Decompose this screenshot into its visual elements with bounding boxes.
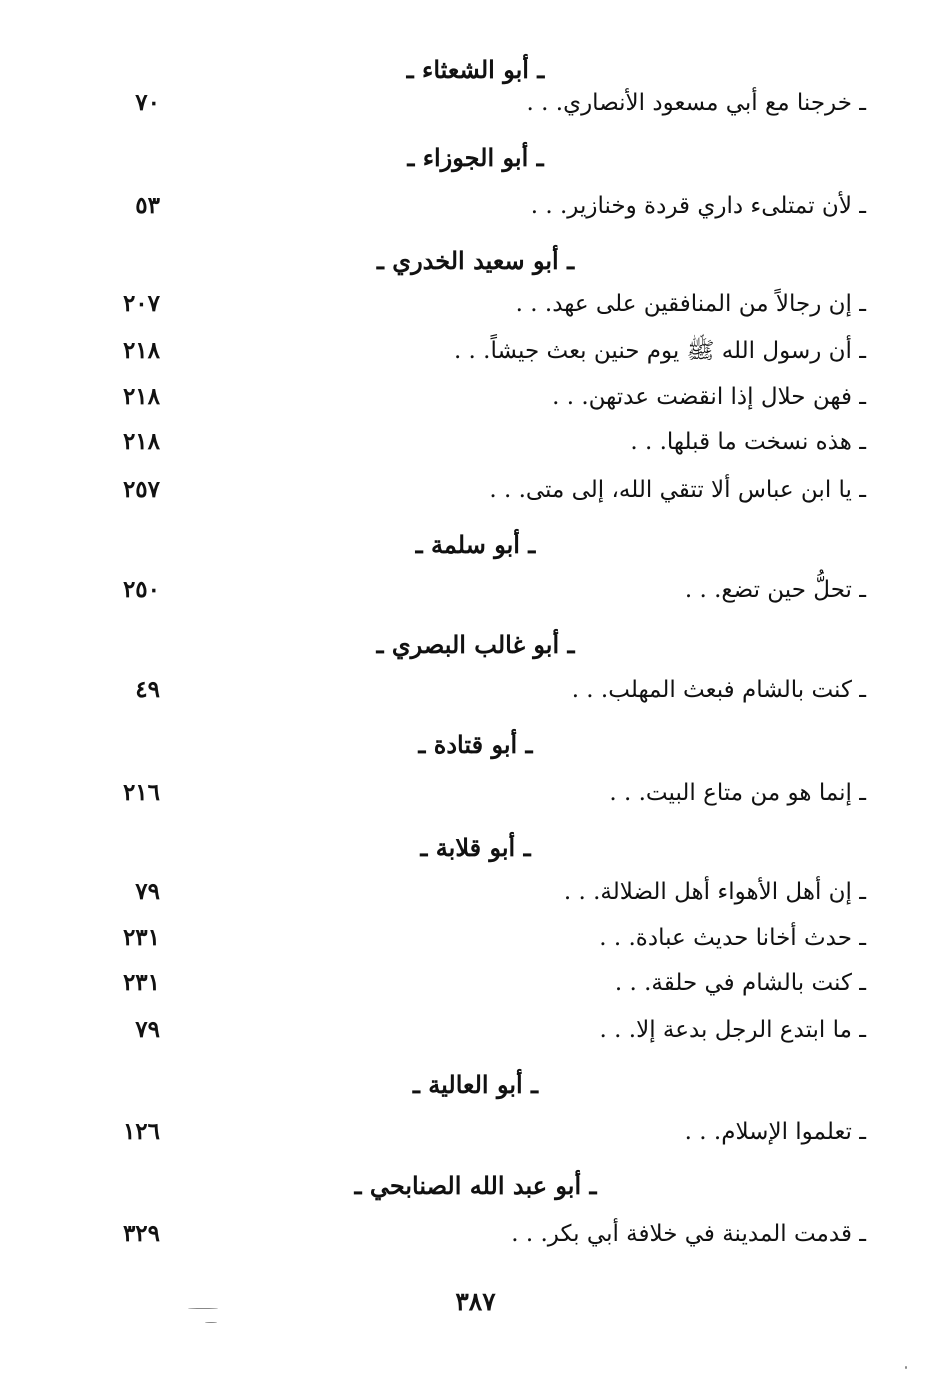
entry-page-number: ٥٣ <box>135 192 160 219</box>
index-entry <box>0 918 951 958</box>
section-heading: ـ أبو سعيد الخدري ـ <box>376 246 575 275</box>
scan-speck <box>905 1366 907 1369</box>
entry-page-number: ٢١٨ <box>122 383 160 410</box>
entry-page-number: ٢٣١ <box>122 969 160 996</box>
entry-page-number: ٢١٨ <box>122 337 160 364</box>
entry-text: ـ خرجنا مع أبي مسعود الأنصاري. . . <box>526 90 866 116</box>
index-entry <box>0 1214 951 1254</box>
entry-text: ـ لأن تمتلىء داري قردة وخنازير. . . <box>530 193 866 219</box>
entry-page-number: ١٢٦ <box>122 1118 160 1145</box>
entry-text: ـ تعلموا الإسلام. . . <box>684 1119 866 1145</box>
index-entry <box>0 422 951 462</box>
entry-text: ـ قدمت المدينة في خلافة أبي بكر. . . <box>511 1221 866 1247</box>
index-entry <box>0 83 951 123</box>
index-entry <box>0 377 951 417</box>
entry-page-number: ٤٩ <box>135 676 160 703</box>
entry-page-number: ٢١٨ <box>122 428 160 455</box>
scan-speck <box>205 1322 217 1323</box>
index-entry <box>0 872 951 912</box>
entry-page-number: ٣٢٩ <box>122 1220 160 1247</box>
index-entry <box>0 1010 951 1050</box>
entry-page-number: ٧٩ <box>135 878 160 905</box>
section-heading: ـ أبو قتادة ـ <box>418 730 533 759</box>
index-entry <box>0 470 951 510</box>
entry-text: ـ حدث أخانا حديث عبادة. . . <box>599 925 866 951</box>
entry-text: ـ فهن حلال إذا انقضت عدتهن. . . <box>552 384 866 410</box>
entry-page-number: ٢١٦ <box>122 779 160 806</box>
section-heading: ـ أبو الشعثاء ـ <box>406 55 545 84</box>
section-heading: ـ أبو قلابة ـ <box>420 833 531 862</box>
index-entry <box>0 284 951 324</box>
entry-text: ـ هذه نسخت ما قبلها. . . <box>630 429 866 455</box>
entry-page-number: ٧٩ <box>135 1016 160 1043</box>
entry-text: ـ يا ابن عباس ألا تتقي الله، إلى متى. . . <box>489 477 866 503</box>
page-number: ٣٨٧ <box>455 1287 496 1316</box>
section-heading: ـ أبو سلمة ـ <box>415 530 536 559</box>
section-heading: ـ أبو عبد الله الصنابحي ـ <box>354 1171 597 1200</box>
index-entry <box>0 670 951 710</box>
index-entry <box>0 570 951 610</box>
scan-speck <box>188 1308 218 1309</box>
index-entry <box>0 331 951 371</box>
section-heading: ـ أبو الجوزاء ـ <box>407 143 544 172</box>
entry-text: ـ ما ابتدع الرجل بدعة إلا. . . <box>599 1017 866 1043</box>
index-entry <box>0 963 951 1003</box>
section-heading: ـ أبو العالية ـ <box>412 1070 539 1099</box>
section-heading: ـ أبو غالب البصري ـ <box>376 630 575 659</box>
entry-text: ـ كنت بالشام فبعث المهلب. . . <box>571 677 866 703</box>
index-entry <box>0 1112 951 1152</box>
entry-page-number: ٢٠٧ <box>122 290 160 317</box>
entry-text: ـ أن رسول الله ﷺ يوم حنين بعث جيشاً. . . <box>453 338 866 364</box>
entry-text: ـ إن رجالاً من المنافقين على عهد. . . <box>515 291 866 317</box>
entry-text: ـ إن أهل الأهواء أهل الضلالة. . . <box>563 879 866 905</box>
index-entry <box>0 773 951 813</box>
entry-page-number: ٢٣١ <box>122 924 160 951</box>
entry-page-number: ٢٥٠ <box>122 576 160 603</box>
entry-text: ـ إنما هو من متاع البيت. . . <box>609 780 866 806</box>
entry-page-number: ٧٠ <box>135 89 160 116</box>
entry-text: ـ تحلُّ حين تضع. . . <box>684 577 866 603</box>
entry-page-number: ٢٥٧ <box>122 476 160 503</box>
entry-text: ـ كنت بالشام في حلقة. . . <box>614 970 866 996</box>
index-entry <box>0 186 951 226</box>
